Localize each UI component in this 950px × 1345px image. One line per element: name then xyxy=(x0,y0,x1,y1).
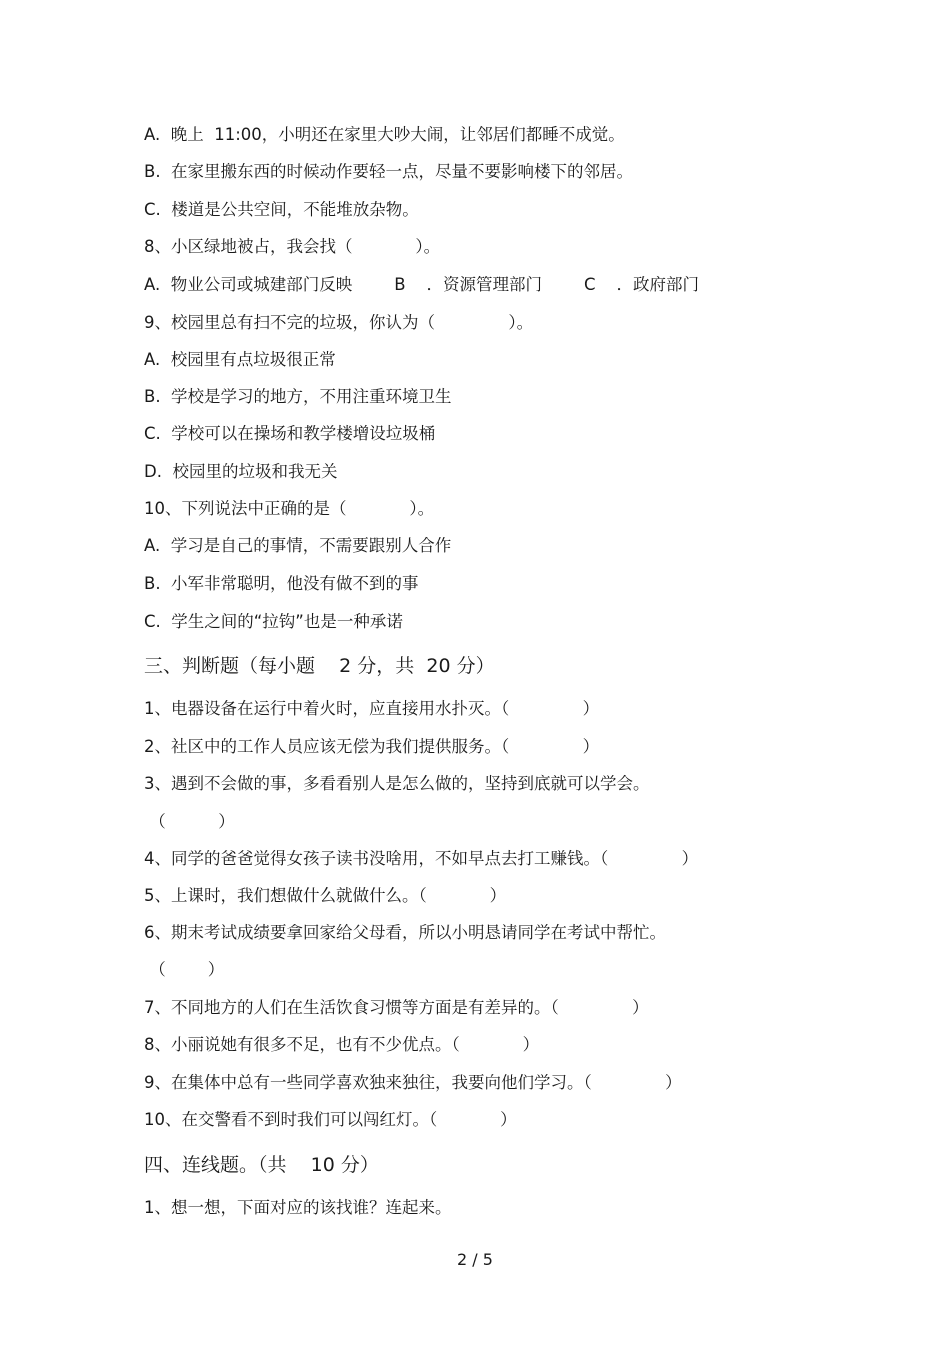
option-line: A. 晚上 11:00，小明还在家里大吵大闹，让邻居们都睡不成觉。 xyxy=(144,125,625,144)
option-line: C. 学生之间的“拉钩”也是一种承诺 xyxy=(144,612,403,631)
answer-blank-line: （ ） xyxy=(144,960,225,979)
question-line: 8、小区绿地被占，我会找（ ）。 xyxy=(144,237,441,256)
section-heading: 三、判断题（每小题 2 分，共 20 分） xyxy=(144,655,495,677)
option-line: B. 学校是学习的地方，不用注重环境卫生 xyxy=(144,387,452,406)
section-heading: 四、连线题。（共 10 分） xyxy=(144,1154,379,1176)
question-line: 10、下列说法中正确的是（ ）。 xyxy=(144,499,435,518)
option-line: B. 在家里搬东西的时候动作要轻一点，尽量不要影响楼下的邻居。 xyxy=(144,162,634,181)
question-line: 3、遇到不会做的事，多看看别人是怎么做的，坚持到底就可以学会。 xyxy=(144,774,650,793)
option-line: C. 楼道是公共空间，不能堆放杂物。 xyxy=(144,200,419,219)
question-line: 1、电器设备在运行中着火时，应直接用水扑灭。（ ） xyxy=(144,699,600,718)
option-line: A. 校园里有点垃圾很正常 xyxy=(144,350,336,369)
option-line: B. 小军非常聪明，他没有做不到的事 xyxy=(144,574,419,593)
option-line: A. 学习是自己的事情，不需要跟别人合作 xyxy=(144,536,452,555)
question-line: 7、不同地方的人们在生活饮食习惯等方面是有差异的。（ ） xyxy=(144,998,649,1017)
question-line: 8、小丽说她有很多不足，也有不少优点。（ ） xyxy=(144,1035,540,1054)
option-line: C. 学校可以在操场和教学楼增设垃圾桶 xyxy=(144,424,436,443)
page-number: 2 / 5 xyxy=(457,1250,493,1269)
question-line: 2、社区中的工作人员应该无偿为我们提供服务。（ ） xyxy=(144,737,600,756)
answer-blank-line: （ ） xyxy=(144,812,235,831)
question-line: 4、同学的爸爸觉得女孩子读书没啥用，不如早点去打工赚钱。（ ） xyxy=(144,849,699,868)
option-line: A. 物业公司或城建部门反映 B ．资源管理部门 C ．政府部门 xyxy=(144,275,699,294)
question-line: 10、在交警看不到时我们可以闯红灯。（ ） xyxy=(144,1110,517,1129)
question-line: 6、期末考试成绩要拿回家给父母看，所以小明恳请同学在考试中帮忙。 xyxy=(144,923,666,942)
question-line: 9、在集体中总有一些同学喜欢独来独往，我要向他们学习。（ ） xyxy=(144,1073,682,1092)
question-line: 1、想一想，下面对应的该找谁？连起来。 xyxy=(144,1198,452,1217)
question-line: 9、校园里总有扫不完的垃圾，你认为（ ）。 xyxy=(144,313,534,332)
option-line: D. 校园里的垃圾和我无关 xyxy=(144,462,338,481)
question-line: 5、上课时，我们想做什么就做什么。（ ） xyxy=(144,886,507,905)
